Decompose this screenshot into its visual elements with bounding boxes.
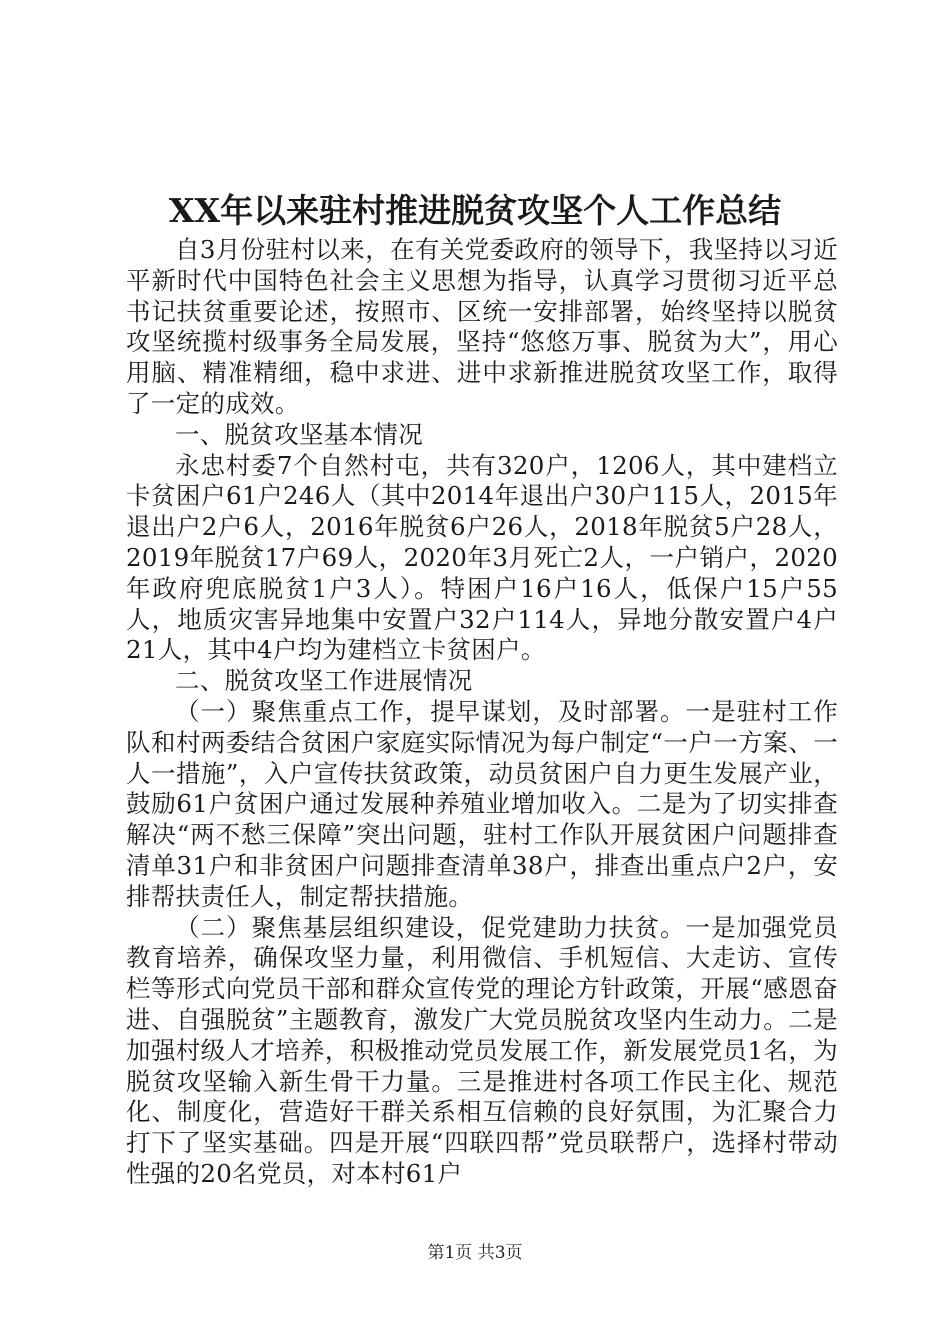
intro-paragraph: 自3月份驻村以来，在有关党委政府的领导下，我坚持以习近平新时代中国特色社会主义思想为指导，认真学习贯彻习近平总书记扶贫重要论述，按照市、区统一安排部署，始终坚持以脱贫攻坚统揽村级事务全局发展，坚持“悠悠万事、脱贫为大”，用心用脑、精准精细，稳中求进、进中求新推进脱贫攻坚工作，取得了一定的成效。 — [126, 235, 838, 418]
document-body — [126, 235, 838, 1190]
section-heading-basic-situation: 一、脱贫攻坚基本情况 — [175, 419, 423, 449]
progress-paragraph-2: （二）聚焦基层组织建设，促党建助力扶贫。一是加强党员教育培养，确保攻坚力量，利用微信、手机短信、大走访、宣传栏等形式向党员干部和群众宣传党的理论方针政策，开展“感恩奋进、自强脱贫”主题教育，激发广大党员脱贫攻坚内生动力。二是加强村级人才培养，积极推动党员发展工作，新发展党员1名，为脱贫攻坚输入新生骨干力量。三是推进村各项工作民主化、规范化、制度化，营造好干群关系相互信赖的良好氛围，为汇聚合力打下了坚实基础。四是开展“四联四帮”党员联帮户，选择村带动性强的20名党员，对本村61户 — [126, 912, 838, 1188]
basic-situation-paragraph: 永忠村委7个自然村屯，共有320户，1206人，其中建档立卡贫困户61户246人（其中2014年退出户30户115人，2015年退出户2户6人，2016年脱贫6户26人，2018年脱贫5户28人，2019年脱贫17户69人，2020年3月死亡2人，一户销户，2020年政府兜底脱贫1户3人）。特困户16户16人，低保户15户55人，地质灾害异地集中安置户32户114人，异地分散安置户4户21人，其中4户均为建档立卡贫困户。 — [126, 450, 838, 665]
page-number-footer: 第1页 共3页 — [427, 1243, 523, 1263]
document-title: XX年以来驻村推进脱贫攻坚个人工作总结 — [168, 191, 782, 230]
section-heading-progress: 二、脱贫攻坚工作进展情况 — [175, 666, 473, 696]
progress-paragraph-1: （一）聚焦重点工作，提早谋划，及时部署。一是驻村工作队和村两委结合贫困户家庭实际情况为每户制定“一户一方案、一人一措施”，入户宣传扶贫政策，动员贫困户自力更生发展产业，鼓励61户贫困户通过发展种养殖业增加收入。二是为了切实排查解决“两不愁三保障”突出问题，驻村工作队开展贫困户问题排查清单31户和非贫困户问题排查清单38户，排查出重点户2户，安排帮扶责任人，制定帮扶措施。 — [126, 696, 838, 911]
